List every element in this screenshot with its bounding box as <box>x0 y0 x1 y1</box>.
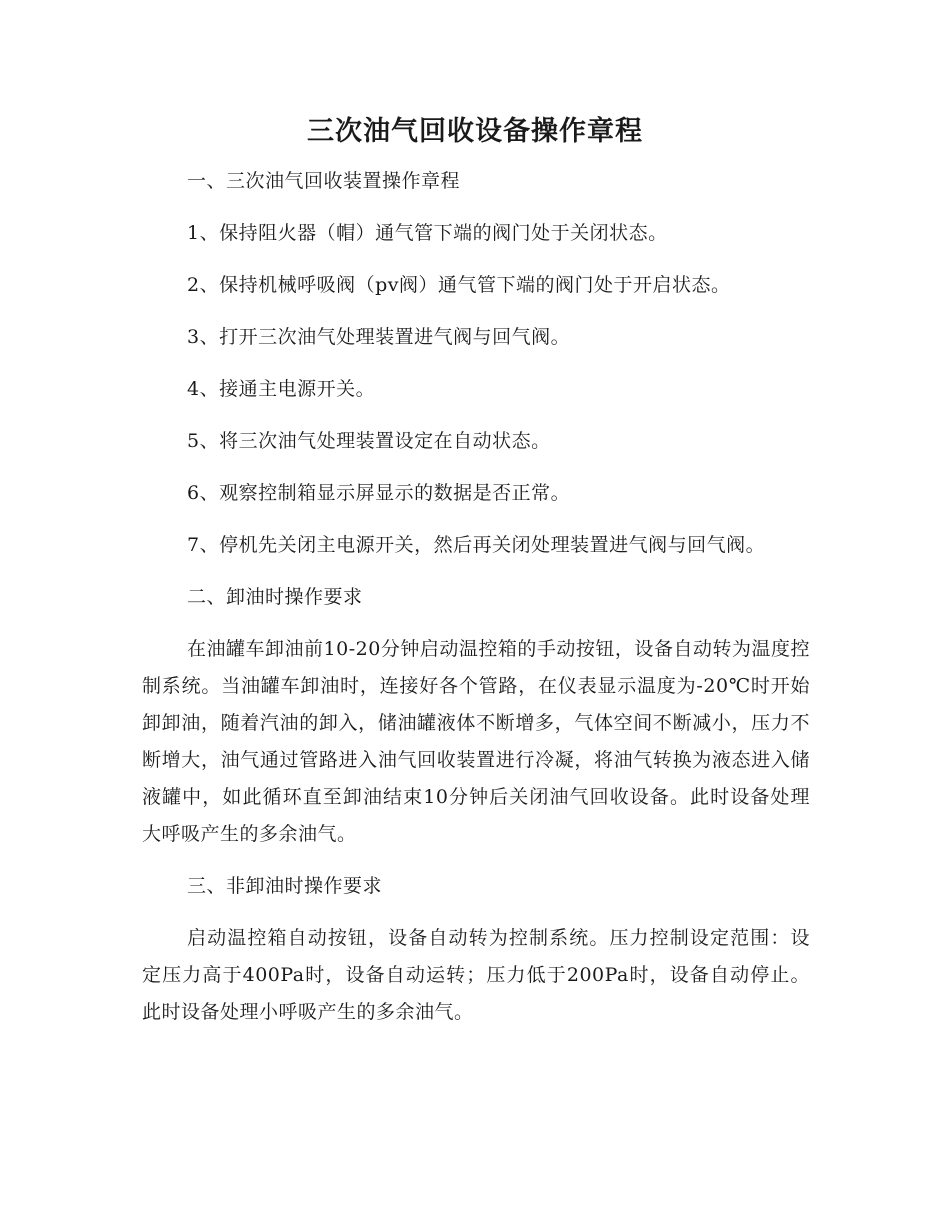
step-6: 6、观察控制箱显示屏显示的数据是否正常。 <box>187 482 571 504</box>
step-3: 3、打开三次油气处理装置进气阀与回气阀。 <box>187 326 571 348</box>
document-body <box>142 163 810 1031</box>
step-7: 7、停机先关闭主电源开关，然后再关闭处理装置进气阀与回气阀。 <box>187 534 766 556</box>
step-4: 4、接通主电源开关。 <box>187 378 376 400</box>
step-1: 1、保持阻火器（帽）通气管下端的阀门处于关闭状态。 <box>187 222 668 244</box>
step-5: 5、将三次油气处理装置设定在自动状态。 <box>187 430 551 452</box>
step-2: 2、保持机械呼吸阀（pv阀）通气管下端的阀门处于开启状态。 <box>187 274 731 296</box>
section-3-heading: 三、非卸油时操作要求 <box>187 875 383 897</box>
section-1-heading: 一、三次油气回收装置操作章程 <box>187 170 461 192</box>
section-3-body: 启动温控箱自动按钮，设备自动转为控制系统。压力控制设定范围：设定压力高于400Pa时，设备自动运转；压力低于200Pa时，设备自动停止。此时设备处理小呼吸产生的多余油气。 <box>142 927 810 1023</box>
section-2-heading: 二、卸油时操作要求 <box>187 586 363 608</box>
page-title: 三次油气回收设备操作章程 <box>307 116 643 147</box>
section-2-body: 在油罐车卸油前10-20分钟启动温控箱的手动按钮，设备自动转为温度控制系统。当油罐车卸油时，连接好各个管路，在仪表显示温度为-20℃时开始卸卸油，随着汽油的卸入，储油罐液体不断增多，气体空间不断减小，压力不断增大，油气通过管路进入油气回收装置进行冷凝，将油气转换为液态进入储液罐中，如此循环直至卸油结束10分钟后关闭油气回收设备。此时设备处理大呼吸产生的多余油气。 <box>142 638 810 845</box>
